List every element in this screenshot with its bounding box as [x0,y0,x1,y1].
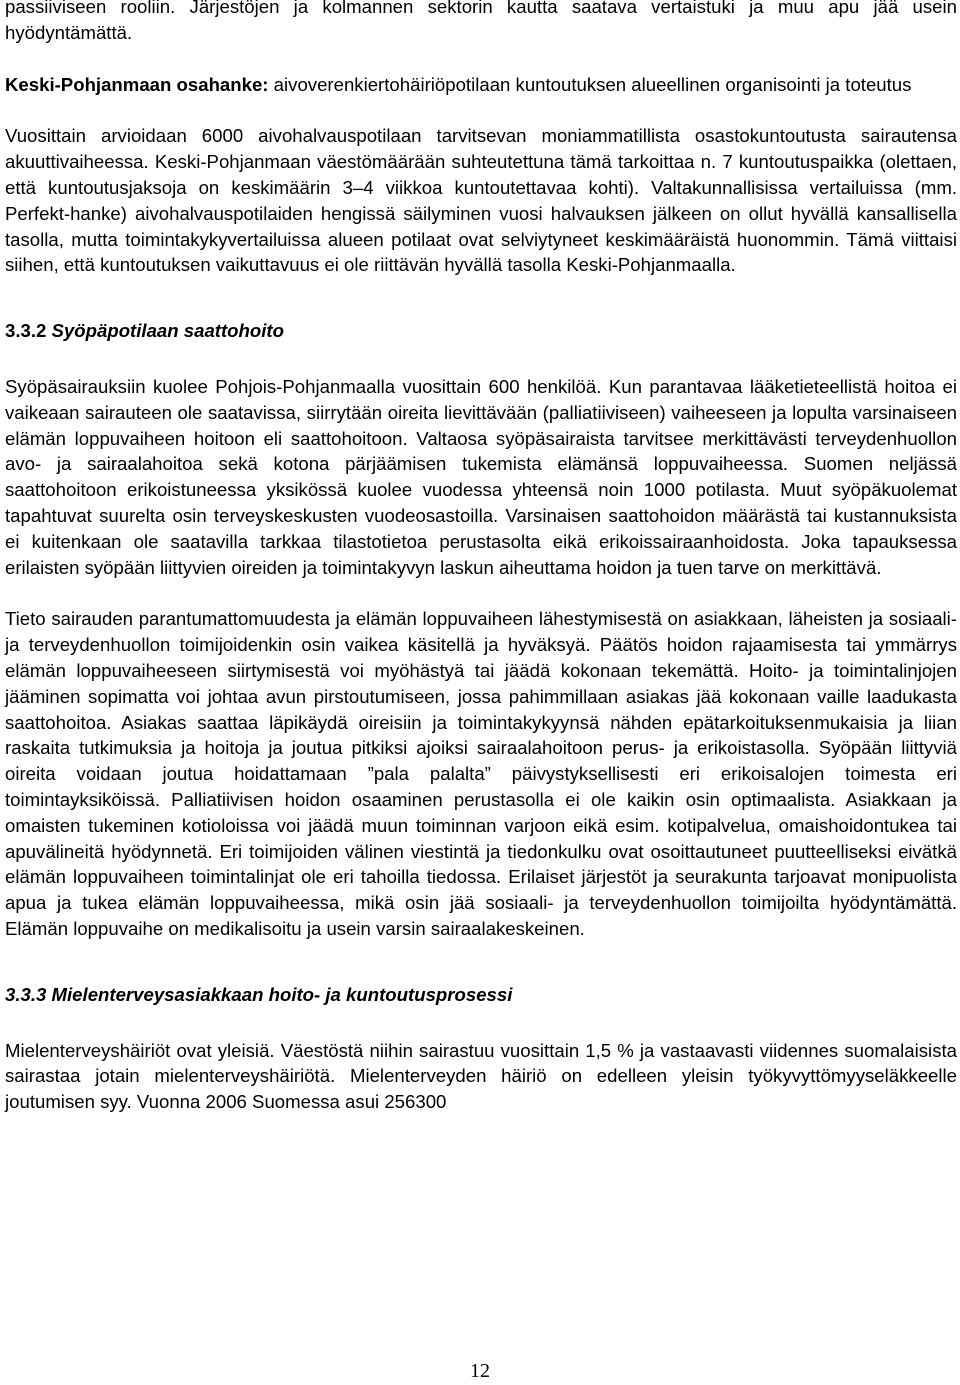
spacer [5,942,957,982]
spacer [5,278,957,318]
section-number: 3.3.3 [5,983,47,1005]
subproject-heading [5,72,957,98]
intro-paragraph: passiiviseen rooliin. Järjestöjen ja kolmannen sektorin kautta saatava vertaistuki ja muu apu jää usein hyödyntämättä. [5,0,957,43]
section-heading-3-3-3 [5,982,957,1008]
subproject-title: aivoverenkiertohäiriöpotilaan kuntoutuksen alueellinen organisointi ja toteutus [273,73,912,95]
section-heading-3-3-2 [5,318,957,344]
spacer [5,1008,957,1038]
spacer [5,97,957,123]
spacer [5,344,957,374]
section-3-3-2-paragraph-2: Tieto sairauden parantumattomuudesta ja elämän loppuvaiheen lähestymisestä on asiakkaan, läheisten ja sosiaali- ja terveydenhuollon toimijoidenkin osin vaikea käsitellä ja hyväksyä. Päätös hoidon rajaamisesta tai ymmärrys elämän loppuvaiheeseen siirtymisestä voi myöhästyä tai jäädä kokonaan tekemättä. Hoito- ja toimintalinjojen jääminen sopimatta voi johtaa avun pirstoutumiseen, jossa pahimmillaan asiakas jää kokonaan vaille laadukasta saattohoitoa. Asiakas saattaa läpikäydä oireisiin ja toimintakykyynsä nähden epätarkoituksenmukaisia ja liian raskaita tutkimuksia ja hoitoja ja joutua pitkiksi ajoiksi sairaalahoitoon perus- ja erikoistasolla. Syöpään liittyviä oireita voidaan joutua hoidattamaan ”pala palalta” päivystyksellisesti eri erikoisalojen toimesta eri toimintayksiköissä. Palliatiivisen hoidon osaaminen perustasolla ei ole kaikin osin optimaalista. Asiakkaan ja omaisten tukeminen kotioloissa voi jäädä muun toiminnan varjoon eikä esim. kotipalvelua, omaishoidontukea tai apuvälineitä hyödynnetä. Eri toimijoiden välinen viestintä ja tiedonkulku ovat osoittautuneet puutteelliseksi eivätkä elämän loppuvaiheen toimintalinjat ole eri tahoilla tiedossa. Erilaiset järjestöt ja seurakunta tarjoavat monipuolista apua ja tukea elämän loppuvaiheessa, mikä osin jää sosiaali- ja terveydenhuollon toimijoilta hyödyntämättä. Elämän loppuvaihe on medikalisoitu ja usein varsin sairaalakeskeinen. [5,608,957,939]
subproject-label: Keski-Pohjanmaan osahanke: [5,73,269,95]
spacer [5,46,957,72]
section-title: Mielenterveysasiakkaan hoito- ja kuntoutusprosessi [51,983,513,1005]
section-3-3-2-paragraph-1: Syöpäsairauksiin kuolee Pohjois-Pohjanmaalla vuosittain 600 henkilöä. Kun parantavaa lääketieteellistä hoitoa ei vaikeaan sairauteen ole saatavissa, siirrytään oireita lievittävään (palliatiiviseen) vaiheeseen ja lopulta varsinaiseen elämän loppuvaiheen hoitoon eli saattohoitoon. Valtaosa syöpäsairaista tarvitsee merkittävästi terveydenhuollon avo- ja sairaalahoitoa sekä kotona pärjäämisen tukemista elämänsä loppuvaiheessa. Suomen neljässä saattohoitoon erikoistuneessa yksikössä kuolee vuodessa yhteensä noin 1000 potilasta. Muut syöpäkuolemat tapahtuvat suurelta osin terveyskeskusten vuodeosastoilla. Varsinaisen saattohoidon määrästä tai kustannuksista ei kuitenkaan ole saatavilla tarkkaa tilastotietoa perustasolta eikä erikoissairaanhoidosta. Joka tapauksessa erilaisten syöpään liittyvien oireiden ja toimintakyvyn laskun aiheuttama hoidon ja tuen tarve on merkittävä. [5,375,957,578]
section-number: 3.3.2 [5,320,47,342]
section-3-3-3-paragraph-1: Mielenterveyshäiriöt ovat yleisiä. Väestöstä niihin sairastuu vuosittain 1,5 % ja vastaavasti viidennes suomalaisista sairastaa jotain mielenterveyshäiriötä. Mielenterveyden häiriö on edelleen yleisin työkyvyttömyyseläkkeelle joutumisen syy. Vuonna 2006 Suomessa asui 256300 [5,1039,957,1113]
page-number: 12 [470,1360,490,1382]
subproject-paragraph: Vuosittain arvioidaan 6000 aivohalvauspotilaan tarvitsevan moniammatillista osastokuntoutusta sairautensa akuuttivaiheessa. Keski-Pohjanmaan väestömäärään suhteutettuna tämä tarkoittaa n. 7 kuntoutuspaikka (olettaen, että kuntoutusjaksoja on keskimäärin 3–4 viikkoa kuntoutettavaa kohti). Valtakunnallisissa vertailuissa (mm. Perfekt-hanke) aivohalvauspotilaiden hengissä säilyminen vuosi halvauksen jälkeen on ollut hyvällä kansallisella tasolla, mutta toimintakykyvertailuissa alueen potilaat ovat selviytyneet keskimääräistä huonommin. Tämä viittaisi siihen, että kuntoutuksen vaikuttavuus ei ole riittävän hyvällä tasolla Keski-Pohjanmaalla. [5,125,957,276]
spacer [5,580,957,606]
section-title: Syöpäpotilaan saattohoito [51,320,284,342]
document-page [5,0,957,1115]
